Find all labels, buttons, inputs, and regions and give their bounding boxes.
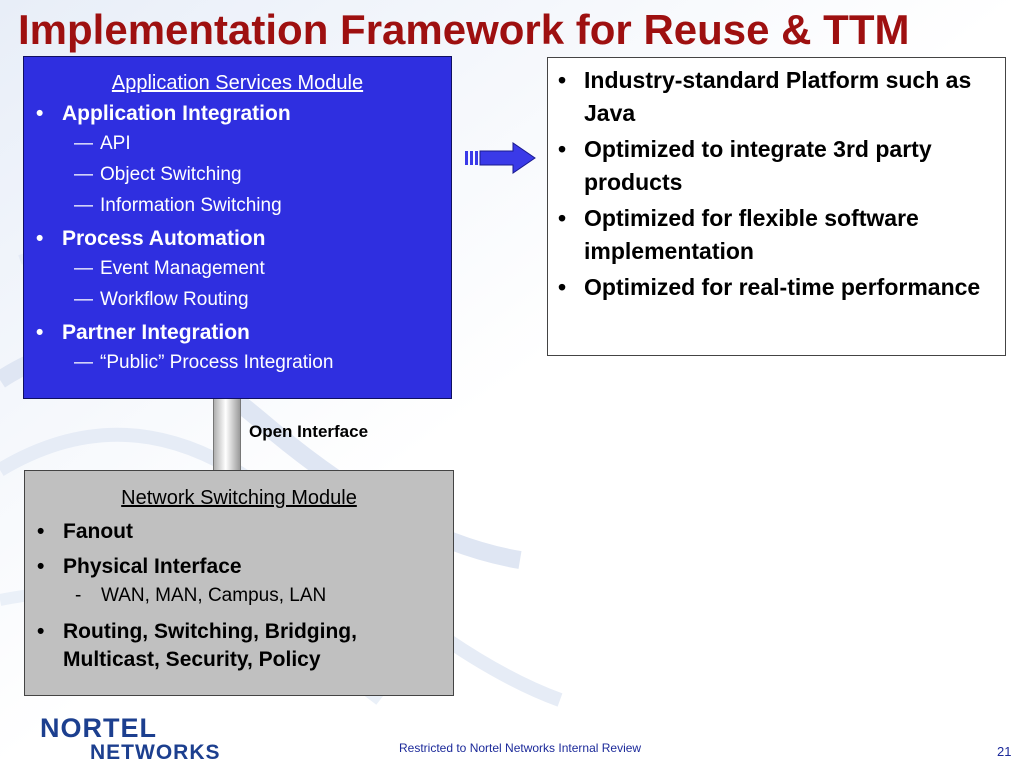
app-subitem: — Object Switching	[24, 159, 451, 190]
app-group-label: Application Integration	[62, 102, 291, 125]
app-group-process-automation	[24, 225, 451, 253]
page-number: 21	[997, 744, 1012, 759]
dash-icon: —	[74, 289, 93, 310]
feature-item: • Industry-standard Platform such as Java	[548, 64, 1005, 130]
app-module-heading: Application Services Module	[111, 72, 364, 94]
app-subitem: — Workflow Routing	[24, 284, 451, 315]
dash-icon: —	[74, 352, 93, 373]
net-item: • Fanout	[25, 518, 453, 546]
app-group-label: Process Automation	[62, 227, 266, 250]
network-switching-module	[24, 470, 454, 696]
logo-line2: NETWORKS	[90, 741, 221, 764]
right-arrow-icon	[465, 141, 537, 175]
feature-item: • Optimized for real-time performance	[548, 271, 1005, 304]
feature-item: • Optimized for flexible software implementation	[548, 202, 1005, 268]
bullet-icon: •	[558, 136, 567, 162]
dash-icon: —	[74, 133, 93, 154]
dash-icon: —	[74, 164, 93, 185]
dash-icon: -	[75, 585, 82, 606]
dash-icon: —	[74, 258, 93, 279]
app-subitem: — Information Switching	[24, 190, 451, 221]
app-subitem: — Event Management	[24, 253, 451, 284]
bullet-icon: •	[37, 520, 45, 543]
logo-line1: NORTEL	[40, 713, 157, 743]
app-group-application-integration	[24, 100, 451, 128]
bullet-icon: •	[37, 620, 45, 643]
net-item: • Routing, Switching, Bridging, Multicast, Security, Policy	[37, 620, 357, 671]
net-subitem: - WAN, MAN, Campus, LAN	[25, 581, 453, 611]
bullet-icon: •	[558, 67, 567, 93]
platform-features-box	[547, 57, 1006, 356]
app-subitem: — “Public” Process Integration	[24, 347, 451, 378]
net-item: • Physical Interface	[25, 553, 453, 581]
nortel-networks-logo	[40, 714, 221, 764]
bullet-icon: •	[36, 227, 44, 250]
feature-item: • Optimized to integrate 3rd party products	[548, 133, 1005, 199]
slide-title: Implementation Framework for Reuse & TTM	[18, 6, 910, 53]
bullet-icon: •	[36, 321, 44, 344]
app-subitem: — API	[24, 128, 451, 159]
footer-text: Restricted to Nortel Networks Internal Review	[399, 741, 642, 755]
bullet-icon: •	[36, 102, 44, 125]
open-interface-connector	[213, 399, 241, 470]
net-module-heading: Network Switching Module	[121, 487, 357, 509]
app-group-partner-integration	[24, 319, 451, 347]
bullet-icon: •	[37, 555, 45, 578]
app-group-label: Partner Integration	[62, 321, 250, 344]
dash-icon: —	[74, 195, 93, 216]
open-interface-label: Open Interface	[249, 422, 369, 441]
bullet-icon: •	[558, 274, 567, 300]
bullet-icon: •	[558, 205, 567, 231]
application-services-module	[23, 56, 452, 399]
